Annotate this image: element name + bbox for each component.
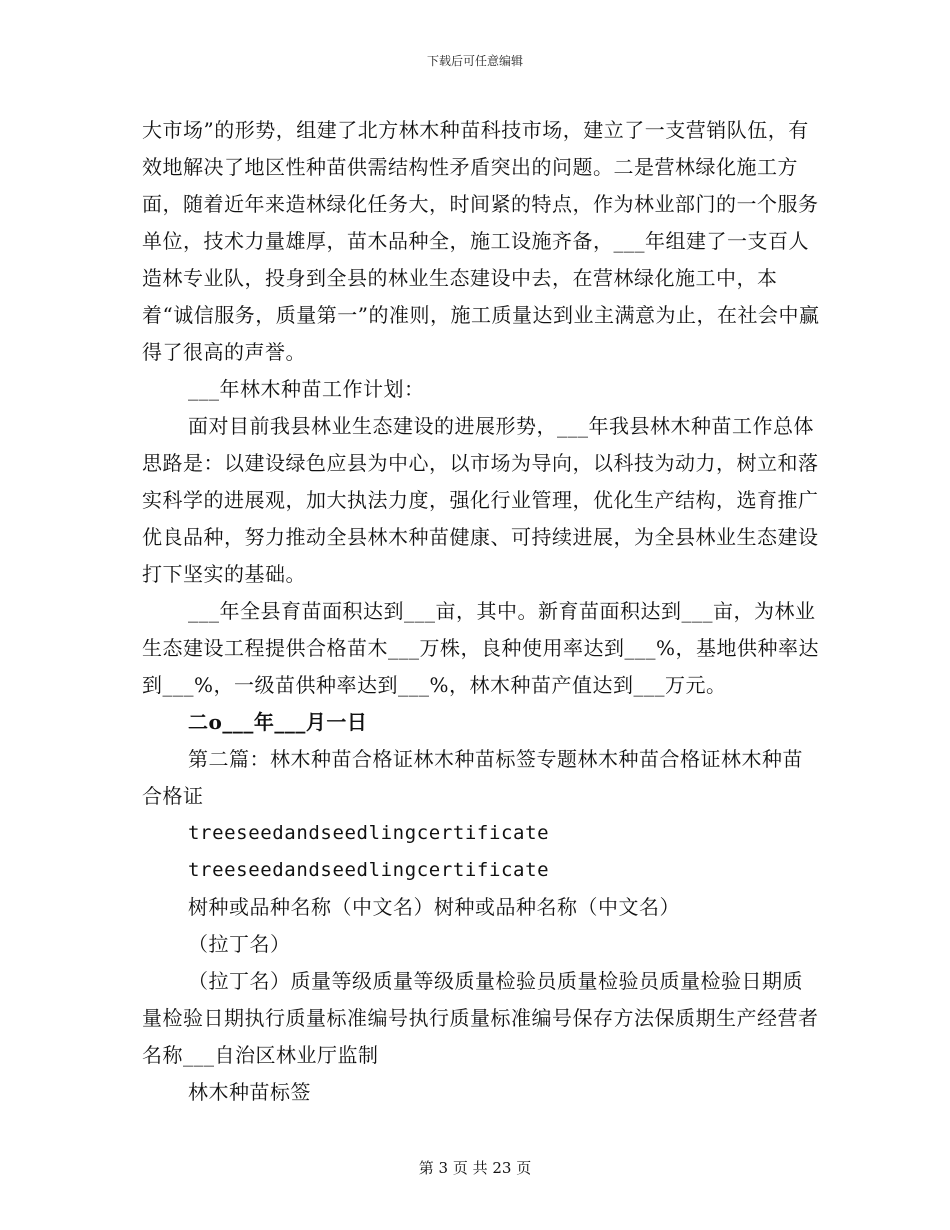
certificate-fields: （拉丁名）质量等级质量等级质量检验员质量检验员质量检验日期质量检验日期执行质量标准编号执行质量标准编号保存方法保质期生产经营者名称___自治区林业厅监制 [142,969,819,1067]
page-header: 下载后可任意编辑 [426,54,523,68]
latin-name-line: （拉丁名） [188,932,291,956]
section-heading: 第二篇：林木种苗合格证林木种苗标签专题林木种苗合格证林木种苗合格证 [142,747,803,808]
date-line: 二o___年___月一日 [188,710,368,734]
label-title: 林木种苗标签 [188,1080,311,1104]
paragraph-2: ___年林木种苗工作计划： [188,377,425,401]
species-name-line: 树种或品种名称（中文名）树种或品种名称（中文名） [188,895,680,919]
paragraph-1: 大市场”的形势，组建了北方林木种苗科技市场，建立了一支营销队伍，有效地解决了地区性种苗供需结构性矛盾突出的问题。二是营林绿化施工方面，随着近年来造林绿化任务大，时间紧的特点，作为林业部门的一个服务单位，技术力量雄厚，苗木品种全，施工设施齐备，___年组建了一支百人造林专业队，投身到全县的林业生态建设中去，在营林绿化施工中，本着“诚信服务，质量第一”的准则，施工质量达到业主满意为止，在社会中赢得了很高的声誉。 [142,118,820,364]
paragraph-4: ___年全县育苗面积达到___亩，其中。新育苗面积达到___亩，为林业生态建设工程提供合格苗木___万株，良种使用率达到___%，基地供种率达到___%，一级苗供种率达到___%，林木种苗产值达到___万元。 [142,599,820,697]
certificate-title-en-2: treeseedandseedlingcertificate [188,859,550,881]
certificate-title-en-1: treeseedandseedlingcertificate [188,822,550,844]
page-number: 第 3 页 共 23 页 [418,1159,532,1177]
document-body [142,112,822,1111]
paragraph-3: 面对目前我县林业生态建设的进展形势，___年我县林木种苗工作总体思路是：以建设绿色应县为中心，以市场为导向，以科技为动力，树立和落实科学的进展观，加大执法力度，强化行业管理，优化生产结构，选育推广优良品种，努力推动全县林木种苗健康、可持续进展，为全县林业生态建设打下坚实的基础。 [142,414,819,586]
